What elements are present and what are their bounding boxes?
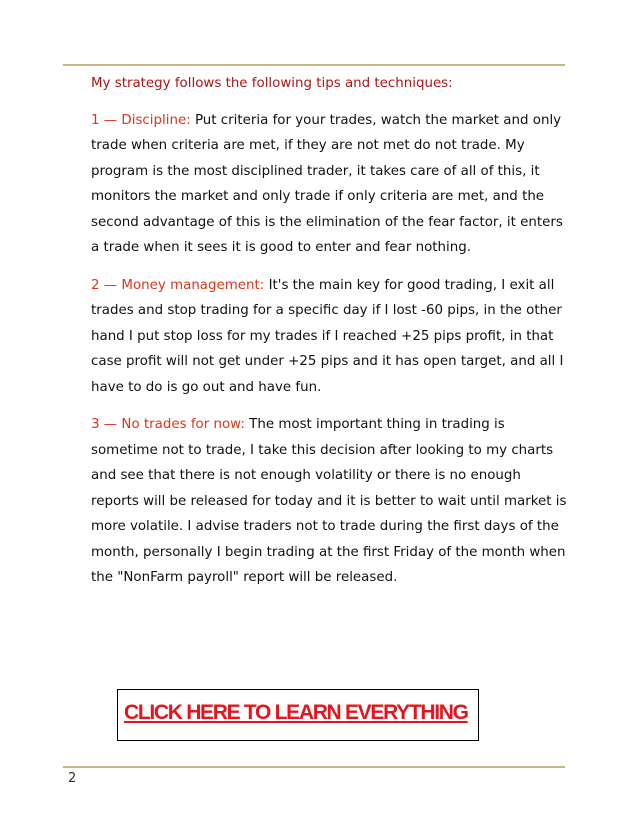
tip-text: The most important thing in trading is sometime not to trade, I take this decision after looking to my charts and see that there is not enough volatility or there is no enough reports will be released for today and it is better to wait until market is more volatile. I advise traders not to trade during the first days of the month, personally I begin trading at the first Friday of the month when the "NonFarm payroll" report will be released. [91, 417, 567, 585]
cta-banner[interactable] [117, 689, 479, 741]
cta-link[interactable]: CLICK HERE TO LEARN EVERYTHING [124, 701, 468, 724]
page-content [91, 71, 571, 603]
tip-no-trades [91, 412, 571, 591]
tip-label: 1 — Discipline: [91, 112, 191, 128]
tip-discipline [91, 108, 571, 261]
tip-text: Put criteria for your trades, watch the market and only trade when criteria are met, if they are not met do not trade. My program is the most disciplined trader, it takes care of all of this, it monitors the market and only trade if only criteria are met, and the second advantage of this is the elimination of the fear factor, it enters a trade when it sees it is good to enter and fear nothing. [91, 112, 563, 255]
tip-label: 2 — Money management: [91, 277, 265, 293]
tip-money-management [91, 273, 571, 401]
tip-text: It's the main key for good trading, I exit all trades and stop trading for a specific day if I lost -60 pips, in the other hand I put stop loss for my trades if I reached +25 pips profit, in that case profit will not get under +25 pips and it has open target, and all I have to do is go out and have fun. [91, 277, 564, 395]
footer-rule [63, 766, 565, 768]
page-number: 2 [68, 771, 77, 786]
tip-label: 3 — No trades for now: [91, 417, 245, 432]
intro-text: My strategy follows the following tips and techniques: [91, 76, 453, 91]
header-rule [63, 64, 565, 66]
